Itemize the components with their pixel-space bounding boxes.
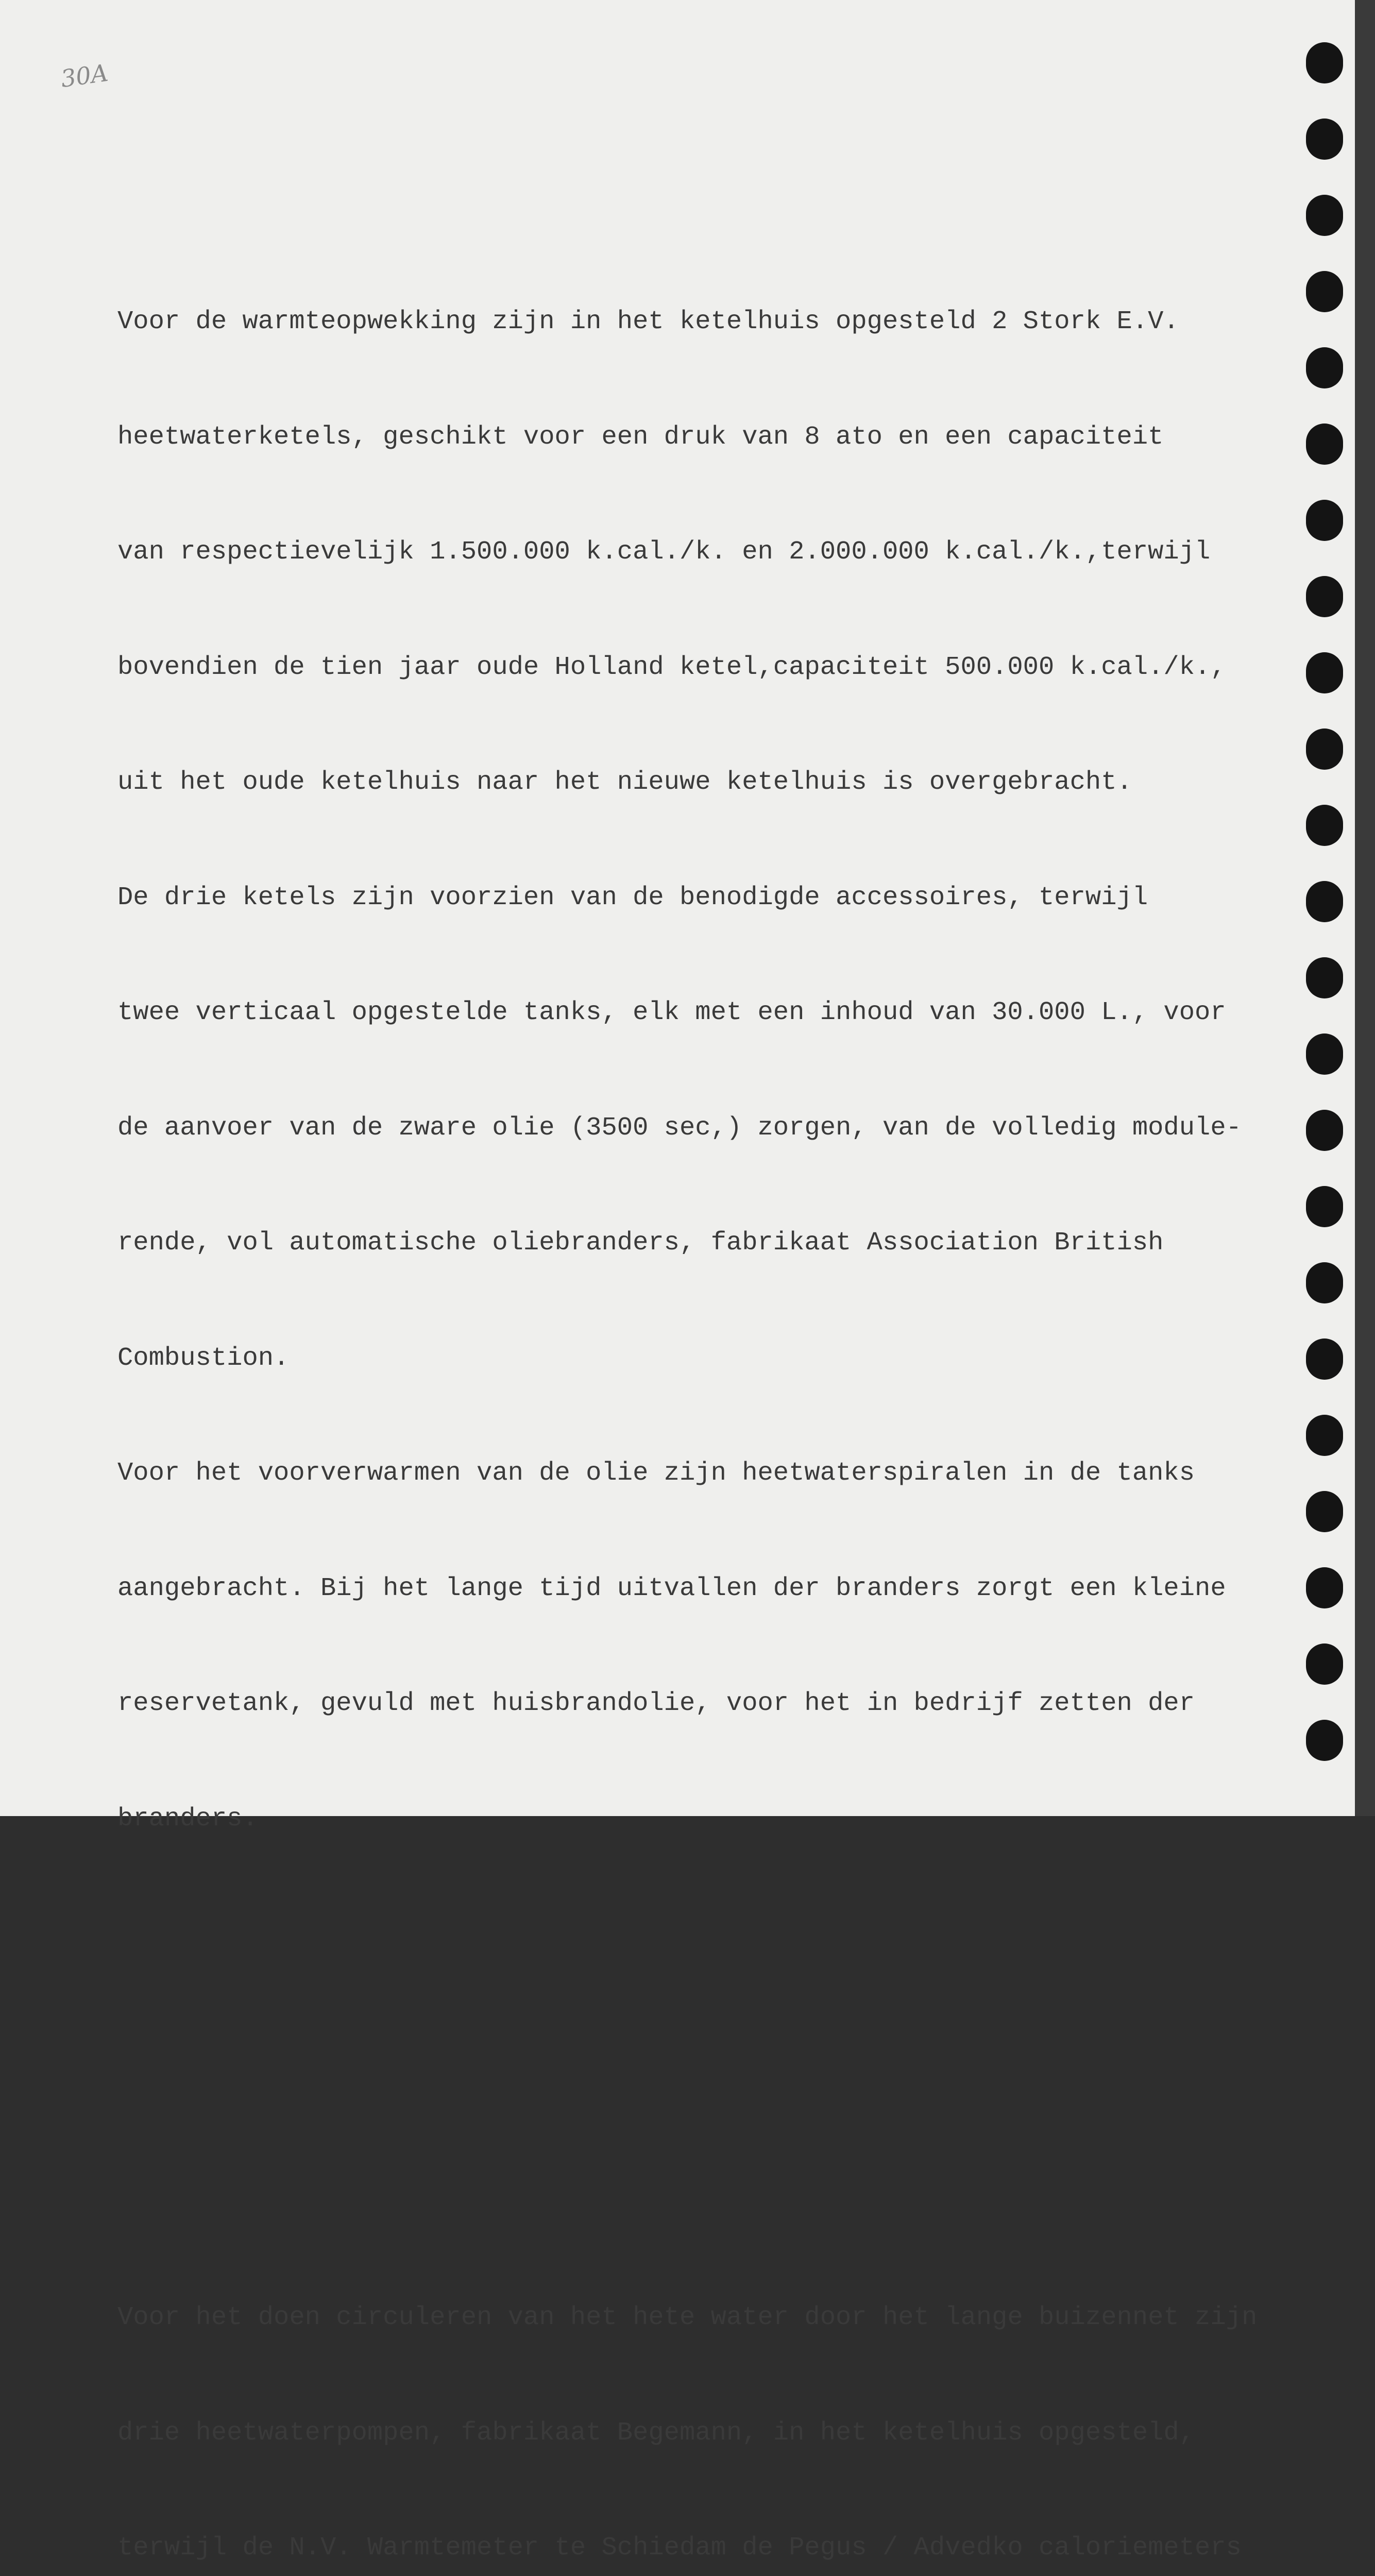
typed-text-body <box>117 149 1318 2576</box>
text-line: Voor het voorverwarmen van de olie zijn heetwaterspiralen in de tanks <box>117 1459 1195 1488</box>
text-line: drie heetwaterpompen, fabrikaat Begemann, in het ketelhuis opgesteld, <box>117 2418 1195 2448</box>
page-number-annotation: 30A <box>59 58 110 93</box>
text-line: bovendien de tien jaar oude Holland ketel,capaciteit 500.000 k.cal./k., <box>117 652 1226 682</box>
text-line: reservetank, gevuld met huisbrandolie, voor het in bedrijf zetten der <box>117 1689 1195 1718</box>
text-line: rende, vol automatische oliebranders, fabrikaat Association British <box>117 1228 1164 1258</box>
binder-hole <box>1306 1643 1343 1685</box>
binder-holes <box>1306 0 1347 1816</box>
binder-hole <box>1306 881 1343 922</box>
text-line: heetwaterketels, geschikt voor een druk van 8 ato en een capaciteit <box>117 422 1164 452</box>
binder-hole <box>1306 1491 1343 1532</box>
binder-hole <box>1306 271 1343 312</box>
binder-hole <box>1306 652 1343 693</box>
binder-hole <box>1306 1567 1343 1608</box>
text-line: van respectievelijk 1.500.000 k.cal./k. en 2.000.000 k.cal./k.,terwijl <box>117 537 1211 567</box>
scan-border <box>1355 0 1375 1816</box>
binder-hole <box>1306 1262 1343 1303</box>
binder-hole <box>1306 42 1343 83</box>
text-line: Voor de warmteopwekking zijn in het ketelhuis opgesteld 2 Stork E.V. <box>117 307 1179 336</box>
text-line: Voor het doen circuleren van het hete water door het lange buizennet zijn <box>117 2303 1258 2332</box>
text-line: twee verticaal opgestelde tanks, elk met een inhoud van 30.000 L., voor <box>117 998 1226 1027</box>
binder-hole <box>1306 576 1343 617</box>
binder-hole <box>1306 1720 1343 1761</box>
paragraph-circulation <box>117 2222 1318 2576</box>
text-line: De drie ketels zijn voorzien van de benodigde accessoires, terwijl <box>117 883 1148 912</box>
binder-hole <box>1306 728 1343 770</box>
paragraph-heating-boilers <box>117 226 1318 1915</box>
text-line: de aanvoer van de zware olie (3500 sec,) zorgen, van de volledig module- <box>117 1113 1242 1143</box>
binder-hole <box>1306 1033 1343 1075</box>
binder-hole <box>1306 1338 1343 1380</box>
binder-hole <box>1306 118 1343 160</box>
binder-hole <box>1306 957 1343 998</box>
binder-hole <box>1306 1110 1343 1151</box>
binder-hole <box>1306 805 1343 846</box>
text-line: aangebracht. Bij het lange tijd uitvallen der branders zorgt een kleine <box>117 1573 1226 1603</box>
binder-hole <box>1306 347 1343 388</box>
binder-hole <box>1306 500 1343 541</box>
text-line: branders. <box>117 1804 258 1834</box>
paragraph-gap <box>117 2030 1318 2107</box>
text-line: Combustion. <box>117 1343 290 1373</box>
text-line: terwijl de N.V. Warmtemeter te Schiedam de Pegus / Advedko caloriemeters <box>117 2533 1242 2563</box>
text-line: uit het oude ketelhuis naar het nieuwe ketelhuis is overgebracht. <box>117 768 1132 797</box>
binder-hole <box>1306 1186 1343 1227</box>
binder-hole <box>1306 423 1343 465</box>
binder-hole <box>1306 195 1343 236</box>
binder-hole <box>1306 1415 1343 1456</box>
